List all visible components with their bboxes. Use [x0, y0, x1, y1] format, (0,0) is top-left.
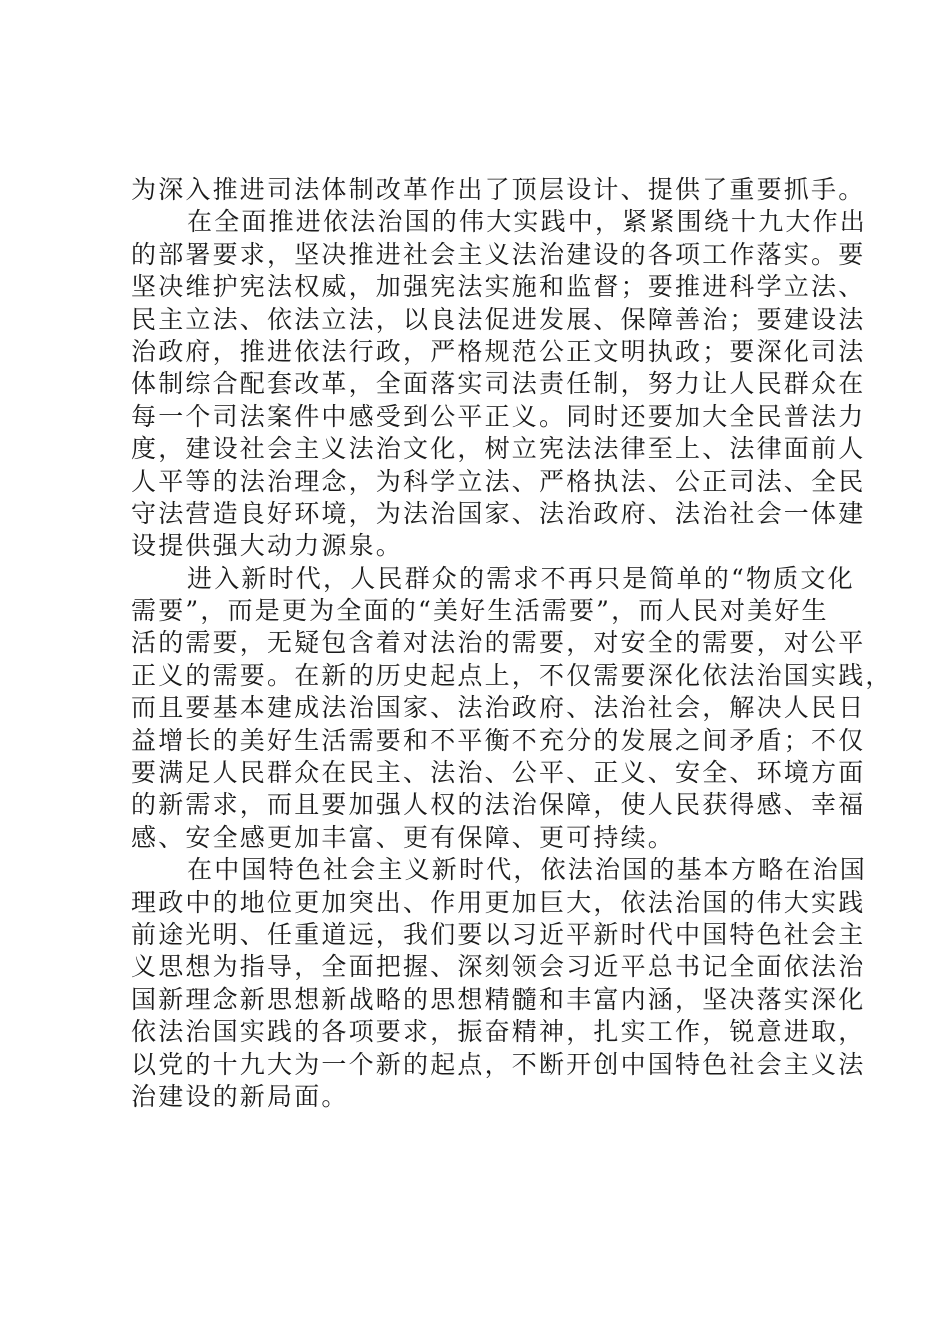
text-line: 的部署要求，坚决推进社会主义法治建设的各项工作落实。要	[131, 239, 866, 269]
text-line: 人平等的法治理念，为科学立法、严格执法、公正司法、全民	[131, 466, 866, 496]
text-line: 坚决维护宪法权威，加强宪法实施和监督；要推进科学立法、	[131, 272, 866, 302]
paragraph-first-line: 在中国特色社会主义新时代，依法治国的基本方略在治国	[187, 855, 868, 885]
text-line: 以党的十九大为一个新的起点，不断开创中国特色社会主义法	[131, 1049, 866, 1079]
text-line: 每一个司法案件中感受到公平正义。同时还要加大全民普法力	[131, 401, 866, 431]
text-line: 要满足人民群众在民主、法治、公平、正义、安全、环境方面	[131, 758, 866, 788]
text-line: 守法营造良好环境，为法治国家、法治政府、法治社会一体建	[131, 498, 866, 528]
text-line: 度，建设社会主义法治文化，树立宪法法律至上、法律面前人	[131, 434, 866, 464]
paragraph-first-line: 进入新时代，人民群众的需求不再只是简单的“物质文化	[187, 563, 855, 593]
text-line: 体制综合配套改革，全面落实司法责任制，努力让人民群众在	[131, 369, 866, 399]
body-text	[131, 174, 893, 1113]
text-line: 设提供强大动力源泉。	[131, 531, 404, 561]
text-line: 义思想为指导，全面把握、深刻领会习近平总书记全面依法治	[131, 952, 866, 982]
text-line: 治建设的新局面。	[131, 1081, 349, 1111]
text-line: 依法治国实践的各项要求，振奋精神，扎实工作，锐意进取，	[131, 1017, 866, 1047]
text-line: 的新需求，而且要加强人权的法治保障，使人民获得感、幸福	[131, 790, 866, 820]
text-line: 感、安全感更加丰富、更有保障、更可持续。	[131, 822, 676, 852]
text-line: 而且要基本建成法治国家、法治政府、法治社会，解决人民日	[131, 693, 866, 723]
text-line: 益增长的美好生活需要和不平衡不充分的发展之间矛盾；不仅	[131, 725, 866, 755]
text-line: 治政府，推进依法行政，严格规范公正文明执政；要深化司法	[131, 336, 866, 366]
text-line: 正义的需要。在新的历史起点上，不仅需要深化依法治国实践，	[131, 660, 893, 690]
text-line: 理政中的地位更加突出、作用更加巨大，依法治国的伟大实践	[131, 887, 866, 917]
text-line: 国新理念新思想新战略的思想精髓和丰富内涵，坚决落实深化	[131, 984, 866, 1014]
text-line: 活的需要，无疑包含着对法治的需要，对安全的需要，对公平	[131, 628, 866, 658]
text-line: 民主立法、依法立法，以良法促进发展、保障善治；要建设法	[131, 304, 866, 334]
paragraph-first-line: 在全面推进依法治国的伟大实践中，紧紧围绕十九大作出	[187, 207, 868, 237]
text-line: 为深入推进司法体制改革作出了顶层设计、提供了重要抓手。	[131, 175, 866, 204]
text-line: 前途光明、任重道远，我们要以习近平新时代中国特色社会主	[131, 919, 866, 949]
text-line: 需要”，而是更为全面的“美好生活需要”，而人民对美好生	[131, 596, 829, 626]
